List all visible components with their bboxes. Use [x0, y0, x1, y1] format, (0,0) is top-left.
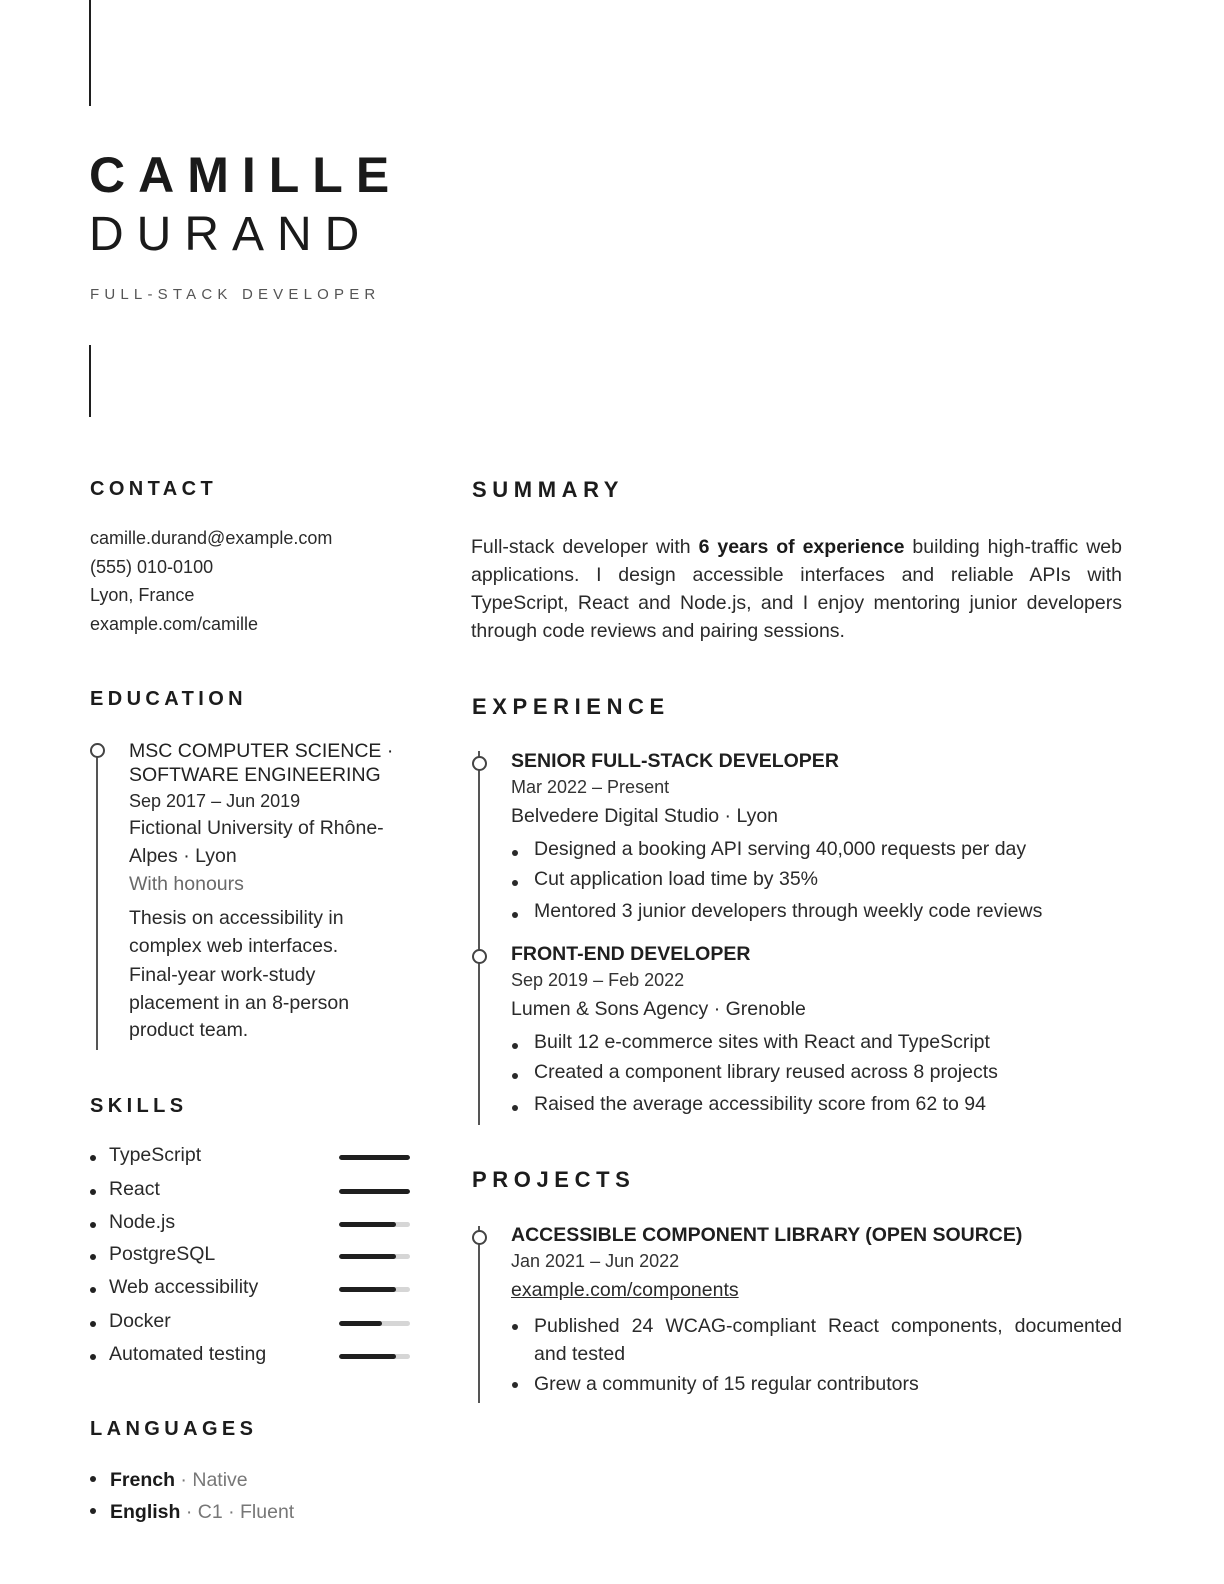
education-honours: With honours: [129, 873, 244, 895]
job-bullet: Raised the average accessibility score from 62 to 94: [511, 1093, 1122, 1123]
skill-level-bar: [339, 1287, 410, 1292]
bullet-icon: [90, 1321, 96, 1327]
job-bullets: [511, 838, 1122, 930]
skill-level-fill: [339, 1155, 410, 1160]
project-dates: Jan 2021 – Jun 2022: [511, 1251, 680, 1271]
skill-label: Web accessibility: [109, 1276, 259, 1298]
skill-level-bar: [339, 1155, 410, 1160]
experience-timeline: [478, 751, 480, 1125]
job-company: Belvedere Digital Studio · Lyon: [511, 805, 779, 827]
skill-level-bar: [339, 1254, 410, 1259]
education-description-line: Thesis on accessibility in: [129, 907, 344, 929]
contact-email[interactable]: camille.durand@example.com: [90, 528, 333, 548]
skill-level-fill: [339, 1321, 382, 1326]
bullet-icon: [90, 1287, 96, 1293]
language-item: [90, 1501, 294, 1524]
education-timeline: [96, 750, 98, 1050]
skill-level-bar: [339, 1222, 410, 1227]
skill-item: [90, 1243, 410, 1269]
bullet-icon: [90, 1189, 96, 1195]
job-bullets: [511, 1031, 1122, 1123]
skill-level-fill: [339, 1189, 410, 1194]
first-name: CAMILLE: [89, 147, 403, 203]
summary-highlight: 6 years of experience: [698, 536, 905, 558]
language-level: Native: [192, 1469, 248, 1491]
project-link[interactable]: example.com/components: [511, 1279, 739, 1301]
language-name: English: [110, 1501, 181, 1523]
skill-level-fill: [339, 1354, 396, 1359]
project-title: ACCESSIBLE COMPONENT LIBRARY (OPEN SOURCE): [511, 1224, 1023, 1246]
skill-label: Node.js: [109, 1211, 176, 1233]
experience-timeline-dot: [472, 949, 487, 964]
summary-text-part: building high-traffic web applications. I design accessible interfaces and reliable APIs with TypeScript, React and Node.js, and I enjoy mentoring junior developers through code reviews and pairing sessions.: [471, 536, 1122, 642]
education-timeline-dot: [90, 743, 105, 758]
job-title: FRONT-END DEVELOPER: [511, 943, 751, 965]
job-dates: Mar 2022 – Present: [511, 777, 670, 797]
job-dates: Sep 2019 – Feb 2022: [511, 970, 685, 990]
job-title: SENIOR FULL-STACK DEVELOPER: [511, 750, 839, 772]
language-level: C1 · Fluent: [197, 1501, 295, 1523]
skill-label: TypeScript: [109, 1144, 202, 1166]
education-description-line: product team.: [129, 1019, 249, 1041]
job-bullet: Created a component library reused across 8 projects: [511, 1061, 1122, 1093]
separator: ·: [180, 1501, 198, 1523]
summary-text-part: Full-stack developer with: [471, 536, 699, 558]
summary-text: [471, 533, 1122, 645]
skill-label: Automated testing: [109, 1343, 267, 1365]
summary-heading: SUMMARY: [472, 477, 625, 502]
bullet-icon: [90, 1476, 96, 1482]
languages-heading: LANGUAGES: [90, 1418, 258, 1440]
experience-heading: EXPERIENCE: [472, 694, 670, 719]
header-accent-line: [89, 345, 91, 417]
skill-item: [90, 1310, 410, 1336]
education-description-line: placement in an 8-person: [129, 992, 350, 1014]
job-bullet: Designed a booking API serving 40,000 requests per day: [511, 838, 1122, 868]
projects-timeline: [478, 1226, 480, 1403]
bullet-icon: [90, 1354, 96, 1360]
skill-level-bar: [339, 1354, 410, 1359]
projects-timeline-dot: [472, 1230, 487, 1245]
contact-website[interactable]: example.com/camille: [90, 614, 259, 634]
skill-level-fill: [339, 1254, 396, 1259]
education-school-line1: Fictional University of Rhône-: [129, 817, 384, 839]
skill-label: Docker: [109, 1310, 171, 1332]
skill-item: [90, 1276, 410, 1302]
education-description-line: complex web interfaces.: [129, 935, 339, 957]
job-company: Lumen & Sons Agency · Grenoble: [511, 998, 806, 1020]
skill-item: [90, 1211, 410, 1237]
bullet-icon: [90, 1508, 96, 1514]
project-bullets: [511, 1312, 1122, 1398]
contact-location: Lyon, France: [90, 585, 195, 605]
skill-level-bar: [339, 1321, 410, 1326]
job-bullet: Cut application load time by 35%: [511, 868, 1122, 900]
skill-item: [90, 1343, 410, 1369]
skill-item: [90, 1144, 410, 1170]
job-role: FULL-STACK DEVELOPER: [90, 286, 381, 303]
language-name: French: [110, 1469, 176, 1491]
top-accent-line: [89, 0, 91, 106]
last-name: DURAND: [89, 208, 373, 261]
skill-item: [90, 1178, 410, 1204]
education-dates: Sep 2017 – Jun 2019: [129, 791, 301, 811]
education-heading: EDUCATION: [90, 688, 248, 710]
education-description-line: Final-year work-study: [129, 964, 316, 986]
skill-level-fill: [339, 1287, 396, 1292]
skills-heading: SKILLS: [90, 1095, 188, 1117]
skill-label: PostgreSQL: [109, 1243, 216, 1265]
skill-level-bar: [339, 1189, 410, 1194]
contact-heading: CONTACT: [90, 478, 218, 500]
education-degree: MSC COMPUTER SCIENCE · SOFTWARE ENGINEERING: [129, 740, 394, 786]
skill-label: React: [109, 1178, 160, 1200]
skill-level-fill: [339, 1222, 396, 1227]
projects-heading: PROJECTS: [472, 1167, 636, 1192]
education-school-line2: Alpes · Lyon: [129, 845, 237, 867]
experience-timeline-dot: [472, 756, 487, 771]
project-bullet: Grew a community of 15 regular contributors: [511, 1370, 1122, 1398]
language-item: [90, 1469, 248, 1492]
separator: ·: [175, 1469, 193, 1491]
bullet-icon: [90, 1222, 96, 1228]
bullet-icon: [90, 1254, 96, 1260]
job-bullet: Mentored 3 junior developers through weekly code reviews: [511, 900, 1122, 930]
contact-phone[interactable]: (555) 010-0100: [90, 557, 214, 577]
job-bullet: Built 12 e-commerce sites with React and TypeScript: [511, 1031, 1122, 1061]
project-bullet: Published 24 WCAG-compliant React components, documented and tested: [511, 1312, 1122, 1368]
bullet-icon: [90, 1155, 96, 1161]
